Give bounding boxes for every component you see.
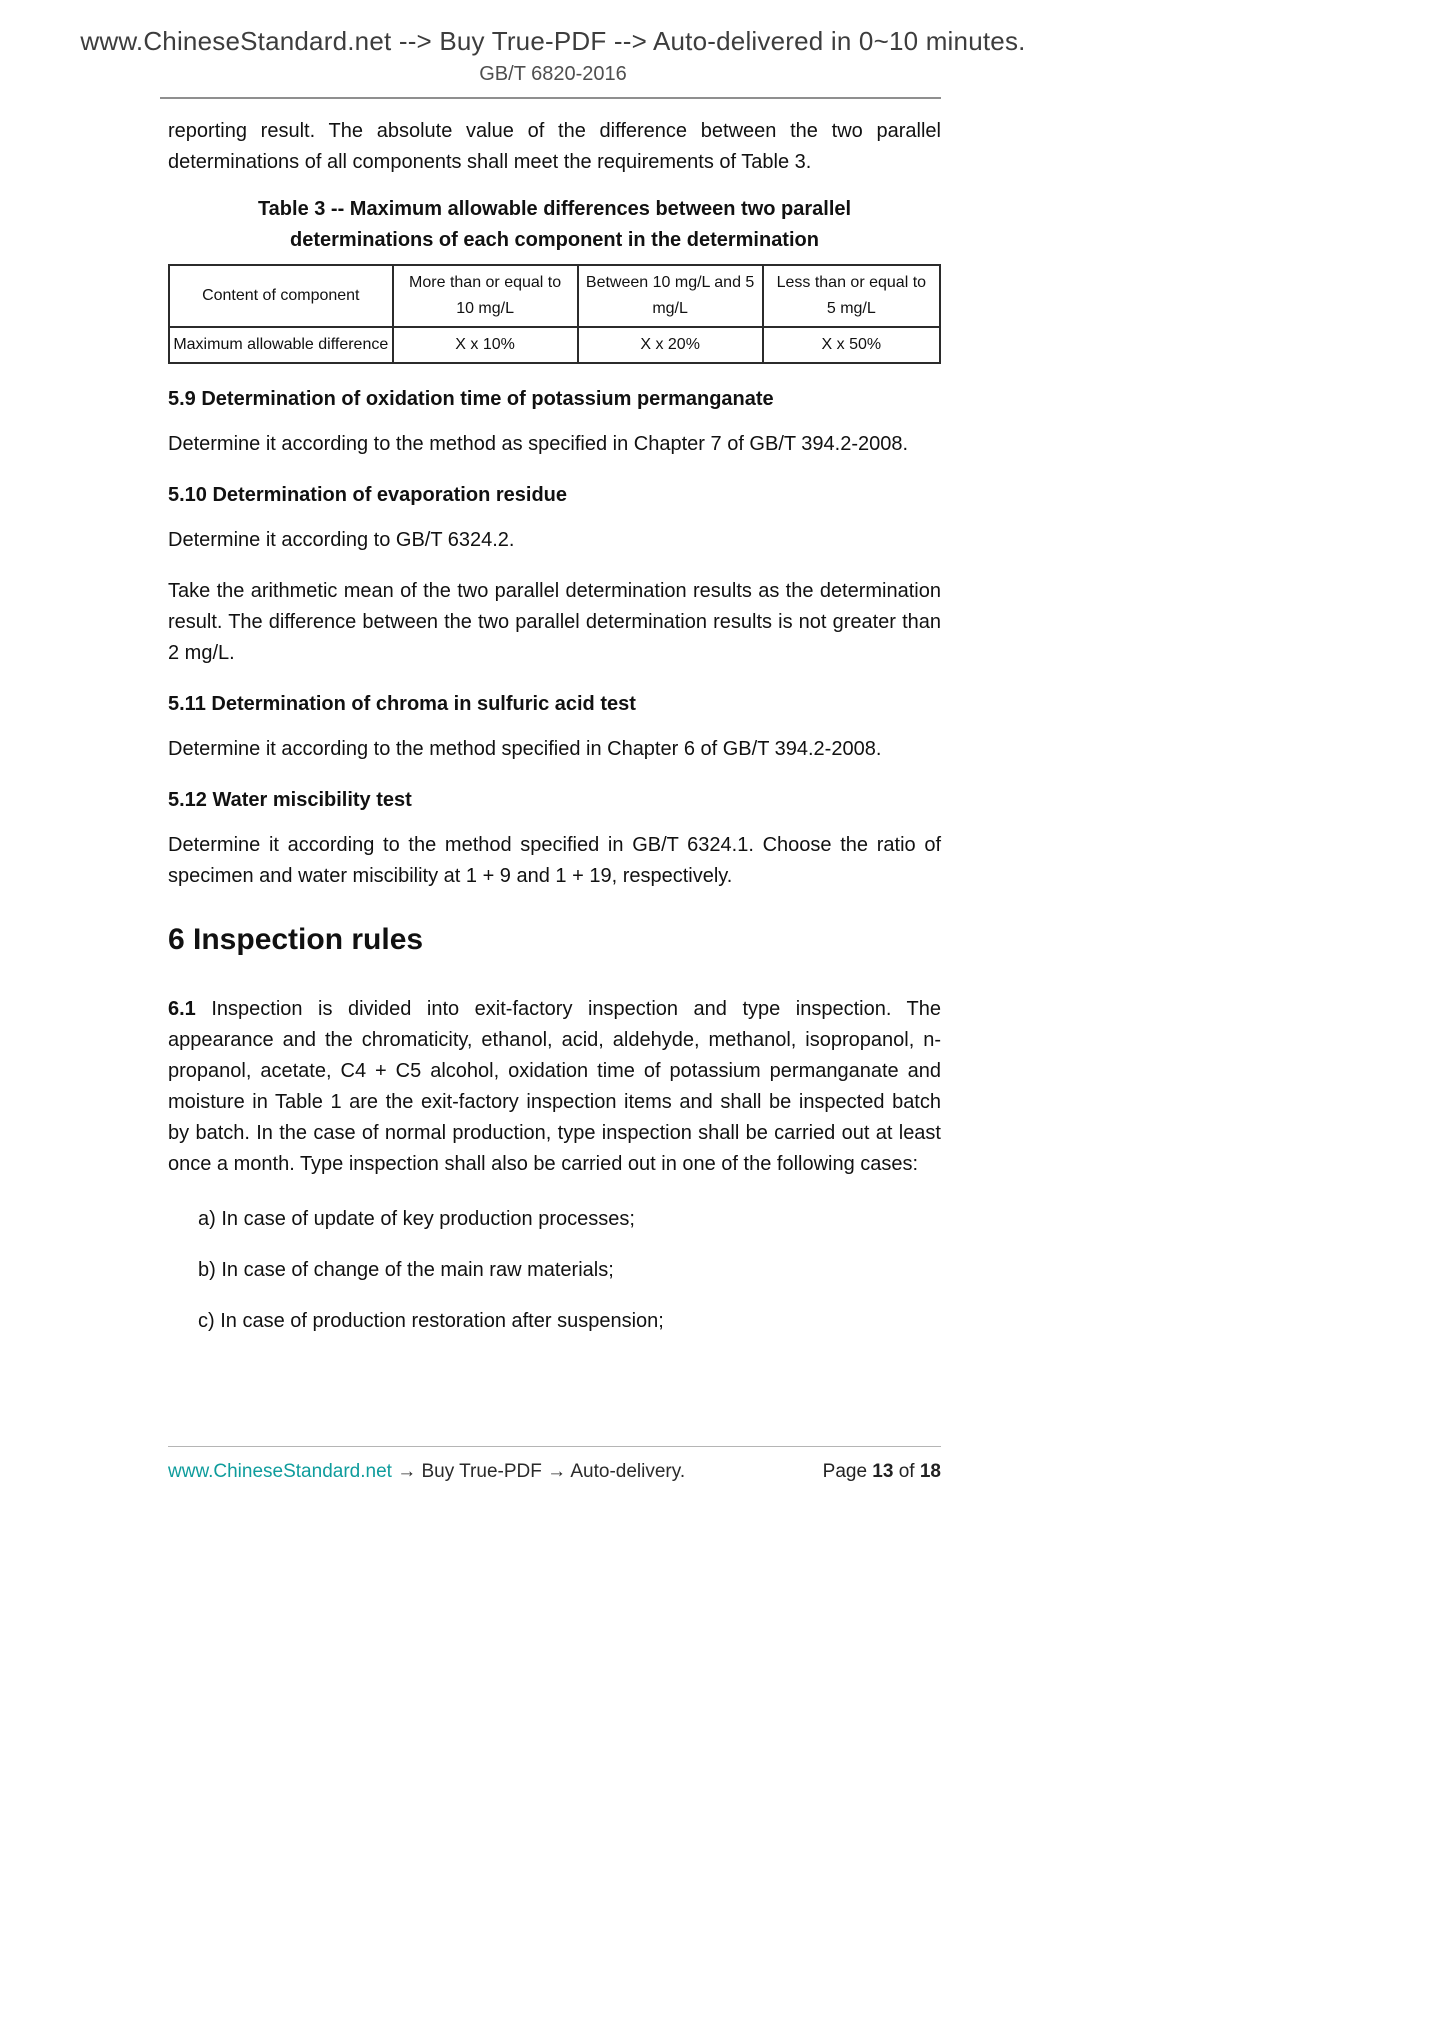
table-row-values — [169, 327, 940, 363]
table-cell-col-header — [393, 265, 578, 327]
page-header — [0, 26, 1106, 86]
header-promo-text: www.ChineseStandard.net --> Buy True-PDF --> Auto-delivered in 0~10 minutes. — [80, 26, 1026, 56]
table-cell-value: X x 10% — [393, 327, 578, 363]
footer-site-link[interactable]: www.ChineseStandard.net — [168, 1461, 392, 1482]
heading-5-12: 5.12 Water miscibility test — [168, 789, 412, 811]
table-row-header — [169, 265, 940, 327]
table-3-title-line-2: determinations of each component in the determination — [290, 229, 819, 251]
heading-6: 6 Inspection rules — [168, 923, 424, 956]
paragraph-5-12: Determine it according to the method specified in GB/T 6324.1. Choose the ratio of specimen and water miscibility at 1 + 9 and 1 + 19, respectively. — [168, 834, 941, 887]
heading-5-9: 5.9 Determination of oxidation time of potassium permanganate — [168, 388, 774, 410]
clause-number-6-1: 6.1 — [168, 998, 196, 1020]
heading-5-10: 5.10 Determination of evaporation residue — [168, 484, 567, 506]
table-cell-col-header — [763, 265, 940, 327]
col-header-line: More than or equal to — [409, 274, 562, 291]
paragraph-6-1 — [168, 994, 941, 1180]
page-current: 13 — [872, 1461, 894, 1482]
heading-5-11: 5.11 Determination of chroma in sulfuric acid test — [168, 693, 636, 715]
header-divider — [160, 97, 941, 99]
paragraph-5-11: Determine it according to the method specified in Chapter 6 of GB/T 394.2-2008. — [168, 738, 882, 760]
col-header-line: mg/L — [652, 300, 688, 317]
paragraph-5-10-b: Take the arithmetic mean of the two parallel determination results as the determination result. The difference between the two parallel determination results is not greater than 2 mg/L. — [168, 580, 941, 664]
table-cell-value: X x 20% — [578, 327, 763, 363]
list-item-a: a) In case of update of key production processes; — [198, 1208, 635, 1230]
table-cell-value: X x 50% — [763, 327, 940, 363]
paragraph-5-10-a: Determine it according to GB/T 6324.2. — [168, 529, 515, 551]
table-3-title-line-1: Table 3 -- Maximum allowable differences between two parallel — [257, 198, 852, 220]
paragraph-5-9: Determine it according to the method as specified in Chapter 7 of GB/T 394.2-2008. — [168, 433, 909, 455]
page-footer — [168, 1446, 941, 1483]
table-cell-corner: Content of component — [169, 265, 393, 327]
col-header-line: 10 mg/L — [456, 300, 514, 317]
col-header-line: Between 10 mg/L and 5 — [585, 274, 755, 291]
page-of-label: of — [898, 1461, 915, 1482]
footer-promo — [168, 1461, 685, 1483]
page-indicator — [823, 1461, 941, 1483]
paragraph-intro: reporting result. The absolute value of the difference between the two parallel determinations of all components shall meet the requirements of Table 3. — [168, 120, 941, 173]
footer-tagline: → Buy True-PDF → Auto-delivery. — [397, 1461, 686, 1482]
list-item-b: b) In case of change of the main raw materials; — [198, 1259, 614, 1281]
page-label: Page — [822, 1461, 868, 1482]
table-cell-row-label: Maximum allowable difference — [169, 327, 393, 363]
standard-number: GB/T 6820-2016 — [479, 63, 627, 85]
table-3-title — [168, 194, 941, 256]
col-header-line: Less than or equal to — [776, 274, 927, 291]
table-cell-col-header — [578, 265, 763, 327]
page-total: 18 — [919, 1461, 941, 1482]
table-3 — [168, 264, 941, 364]
clause-text-6-1: Inspection is divided into exit-factory inspection and type inspection. The appearance and the chromaticity, ethanol, acid, aldehyde, methanol, isopropanol, n-propanol, acetate, C4 + C5 alcohol, oxidation time of potassium permanganate and moisture in Table 1 are the exit-factory inspection items and shall be inspected batch by batch. In the case of normal production, type inspection shall be carried out at least once a month. Type inspection shall also be carried out in one of the following cases: — [168, 998, 942, 1175]
col-header-line: 5 mg/L — [826, 300, 876, 317]
list-item-c: c) In case of production restoration after suspension; — [198, 1310, 664, 1332]
document-body — [168, 116, 941, 1357]
